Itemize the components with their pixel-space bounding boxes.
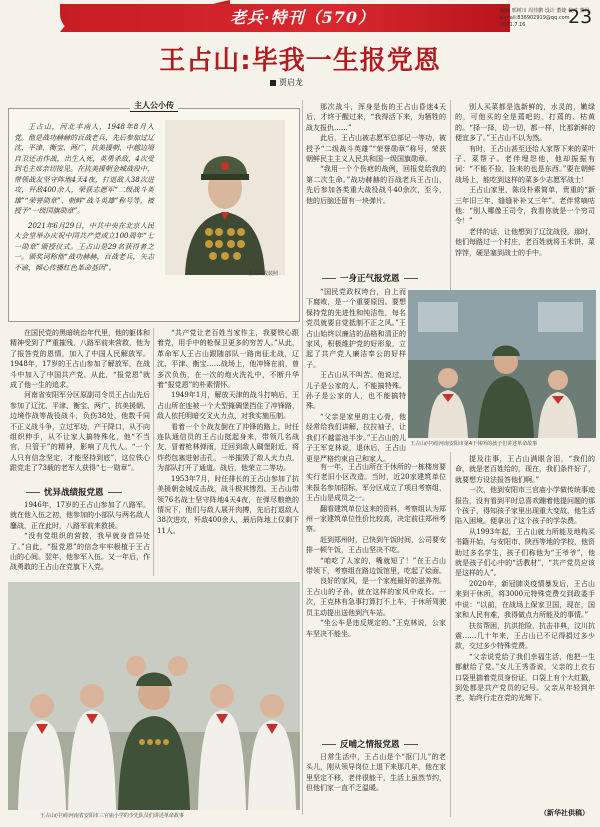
paragraph: 别人买菜都是选新鲜的，水灵的，嫩绿的，可他买的全是蔫吧的，打蔫的、枯黄的。“择一择，切一切，都一样，比那新鲜的便宜多了。”王占山不以为然。 [455, 103, 595, 143]
paragraph: “国民党政权垮台，自上而下腐败，是一个重要原因。要想保持党的先进性和纯洁性，每名党员就要自觉抵制不正之风。”王占山始终以廉洁的品格和清正的家风，积极维护党的好形象，立起了共产党人廉洁奉公的好样子。 [306, 288, 406, 369]
paragraph: 1946年，17岁的王占山参加了八路军。就在他入伍之初，他参加的小部队与两名敌人鏖战，正在此时，八路军前来救援。 [10, 501, 150, 530]
paragraph: “共产党让老百姓当家作主，我要铁心跟着党，用手中的枪保卫更多的穷苦人。”从此，革命军人王占山跟随部队一路南征北战，辽沈、平津、衡宝……战场上，他冲锋在前，曾多次负伤，在一次的炮火洗礼中，不断升华着“报党恩”的朴素情怀。 [157, 329, 299, 390]
section-title: 老兵·特刊（570） [230, 8, 375, 27]
column-1-body [10, 500, 150, 575]
column-4-top [455, 102, 595, 287]
email-date: e-mail:836902919@qq.com 2021.7.16 [500, 15, 570, 28]
paragraph: 王占山家里，陈设朴素简单，贵重的“新三年旧三年，缝缝补补又三年”。老伴常嘀咕他：“别人哪像王司令，我看你就是一个穷司令！” [455, 186, 595, 226]
paragraph: 有一年，王占山所在干休所的一栋楼房要实行老旧小区改造。当时，近20家建筑单位来报名参加招标，军分区成立了项目考察组，王占山是成员之一。 [306, 463, 446, 503]
column-divider [450, 452, 451, 817]
editor-credits: 编辑 邢树川 周佳鹏 设计 董婕 校对 郭丹 [500, 8, 590, 14]
column-4-bottom [455, 454, 595, 804]
subheading-1: 忧异战绩报党恩 [22, 486, 126, 498]
paragraph: 看着一个个战友倒在了冲锋的路上，时任连队通信员的王占山挺起身来，带领几名战友，冒着枪林弹雨，迂回到敌人碉堡附近，将炸药包塞进射击孔，一举摧毁了敌人火力点，为部队打开了通道。战后，他荣立二等功。 [157, 422, 299, 473]
profile-text [14, 122, 154, 273]
veteran-with-children-image [408, 290, 596, 438]
subheading-3: 反哺之情报党恩 [318, 738, 422, 750]
paragraph: “父亲是家里的主心骨，他经常给我们讲解，拉拉袖子，让我们不越雷池半步。”王占山的儿子王军克林说，退休后，王占山更是严格约束自己和家人。 [306, 412, 406, 463]
paragraph: 王占山从不叫苦。他说过，儿子是公家的人，不能搞特殊。孙子是公家的人，也不能搞特殊。 [306, 371, 406, 411]
byline [270, 77, 303, 88]
paragraph: 一次，他到安阳市三官庙小学做传统事迹报告，没有看到平时总喜欢蹦着他提问题的那个孩子，得知孩子家里出现重大变故，他生活陷入困境。便拿出了这个孩子的学杂费。 [455, 486, 595, 526]
paragraph: 那次战斗，浑身是伤的王占山昏迷4天后，才终于醒过来，“我得活下来，为牺牲的战友报仇……” [306, 103, 446, 132]
source-credit: （新华社供稿） [540, 808, 589, 817]
subheading-2: 一身正气报党恩 [318, 272, 422, 284]
portrait-photo [165, 120, 285, 275]
paragraph: 日常生活中，王占山是个“抠门儿”的老头儿，刚从领导岗位上退下来那几年，他在家里坚定不移，老伴很能干，生活上虽然节约，但他们家一直不乏温暖。 [306, 753, 446, 793]
paragraph: 从1993年起，王占山就力所能及地构买书籍开始，与安阳市、陕西等地的学校，他资助过多名学生，孩子们称他为“王爷爷”，他就是孩子们心中的“活教材”，“共产党员应该是这样的人”。 [455, 527, 595, 578]
children-photo [8, 582, 300, 810]
column-3-bottom [306, 462, 446, 732]
page-number: 23 [568, 6, 593, 28]
paragraph: 翻看建筑单位这来的资料，考察组认为郑州一家建筑单位性价比较高，决定前往郑州考察。 [306, 504, 446, 534]
paragraph: 提及往事，王占山满眼含泪，“我们的命，就是老百姓给的，现在，我们条件好了，就要想方设法报答他们啊。” [455, 455, 595, 484]
paragraph: “没有党组织的营救，我早就身首异处了。”自此，“报党恩”的信念牢牢根植于王占山的心间。翌年，他参军入伍。又一年后，作战勇敢的王占山在党旗下入党。 [10, 532, 150, 572]
article-headline: 王占山:毕我一生报党恩 [159, 46, 441, 76]
paragraph: 老伴的话，让他想到了辽沈战役。那时，他们每路过一个村庄，老百姓就将玉米饼、菜饽饽，硬是塞到战士的手中。 [455, 227, 595, 257]
classroom-photo-caption: 王占山(中)给河南安阳市第4干休所的孩子们讲述革命故事 [410, 441, 538, 447]
portrait-caption: 王占山戎装照 [248, 271, 279, 277]
paragraph: 1953年7月，时任排长的王占山参加了抗美援朝金城反击战，战斗极其惨烈。王占山带领76名战士坚守阵地4天4夜，在弹尽粮绝的情况下，他们与敌人展开肉搏，先后打退敌人38次进攻，歼敌400余人，最后阵地上仅剩下11人。 [157, 474, 299, 535]
veteran-with-pioneers-image [8, 582, 300, 810]
profile-bio: 王占山，河北丰南人，1948年8月入党。他是战功赫赫的百战老兵，先后参加过辽沈、平津、衡宝、两广、抗美援朝、中越边境自卫还击作战，出生入死，英勇杀敌，4次受到毛主席亲切接见。在抗美援朝金城战役中，带领战友坚守阵地4天4夜，打退敌人38次进攻，歼敌400余人，荣获志愿军“二级战斗英雄”“荣誉勋章”、朝鲜“战斗英雄”称号等，被授予“一级国旗勋章”。 [14, 123, 154, 215]
paragraph: “我用一个个伤疤的战例，回报党给我的第二次生命。”战功赫赫的百战老兵王占山，先后参加各类重大战役战斗40余次，至今，他的后脑还留有一块弹片。 [306, 165, 446, 205]
paragraph: 在国民党的黑暗统治年代里，他的躯体和精神受到了严重摧残，八路军前来营救，他为了报答党的恩情，加入了中国人民解放军。1948年，17岁的王占山参加了解放军，在战斗中加入了中国共产党。从此，“报党恩”就成了他一生的追求。 [10, 329, 150, 390]
column-divider [450, 100, 451, 290]
profile-award: 2021年6月29日，中共中央在北京人民大会堂举办庆祝中国共产党成立100周年“七一勋章”颁授仪式。王占山是29名获得者之一。颁奖词称他“战功赫赫，百战老兵，矢志不渝，倾心传播红色革命基因”。 [14, 221, 154, 272]
column-2 [157, 328, 299, 576]
children-photo-caption: 王占山(中)给河南省安阳市三官庙小学的少先队员们讲述革命故事 [40, 813, 184, 819]
column-divider [153, 328, 154, 576]
column-1-intro [10, 328, 150, 473]
paragraph: 1949年1月，解放天津的战斗打响后，王占山所在连被一个大型掩碉堡挡住了冲锋路，敌人依托明暗交叉火力点，对我实施压制。 [157, 391, 299, 421]
paragraph: 2020年，新冠肺炎疫情暴发后，王占山来到干休所，将3000元特殊党费交到政委手中说：“以前，在战场上保家卫国，现在，国家和人民有难，我得做点力所能及的事情。” [455, 579, 595, 620]
column-divider [302, 100, 303, 815]
profile-heading: 主人公小传 [130, 100, 178, 112]
column-3-middle [306, 287, 406, 463]
soldier-portrait-image [165, 120, 285, 275]
author-name: 贾启龙 [279, 78, 303, 87]
byline-square-icon [270, 80, 276, 86]
paragraph: 此后，王占山被志愿军总部记一等功，被授予“二级战斗英雄”“荣誉勋章”称号，荣获朝鲜民主主义人民共和国一级国旗勋章。 [306, 134, 446, 164]
paragraph: 良好的家风，是一个家庭最好的滋养剂。王占山的子孙，就在这样的家风中成长。一次，王克林有急事打算打不上车，于休所驾驶员主动提出送他到汽车站。 [306, 577, 446, 617]
paragraph: 有时，王占山甚至还给人家帮下来的菜叶子、菜帮子。老伴埋怨他，他却振振有词：“不能不捡，捡来的也是东西。”要在朝鲜战场上，能吃到这样的菜多少志愿军战士！ [455, 144, 595, 184]
paragraph: “父亲说党给了我们幸福生活，他把一生都献给了党。”女儿王秀香说，父亲的上衣右口袋里揣着党员身份证，口袋上有个大红戳，到处都是共产党员的记号。父亲从年轻到年老，始终行走在党的光辉下。 [455, 652, 595, 703]
classroom-photo [408, 290, 596, 438]
paragraph: “坐公车是违反规定的。”王克林说，公家车坚决不能坐。 [306, 619, 446, 638]
paragraph: “咱吃了人家的，嘴就短了！”在王占山带领下，考察组在路边饭馆里，吃起了烩面。 [306, 556, 446, 576]
paragraph: 扶贫帮困，抗洪抢险，抗击非典，汶川抗震……几十年来，王占山已不记得捐过多少款，交过多少特殊党费。 [455, 621, 595, 651]
paragraph: 赶到郑州时，已快到午饭时间，公司要安排一顿午饭，王占山坚决不吃。 [306, 535, 446, 555]
column-3-top [306, 102, 446, 272]
column-3-end [306, 752, 446, 818]
paragraph: 河南省安阳军分区原副司令员王占山先后参加了辽沈、平津、衡宝、两广、抗美援朝、边境作战等战役战斗，负伤38处，他数千同不正义战斗争，立过军功，产干降口，从不向组织伸手，从不让家人搞特殊化，他“不当官，只管干”的精神，影响了几代人。“一个人只有信念坚定，才能坚持到底”，这位铁心跟党走了73载的老军人获得“七一勋章”。 [10, 391, 150, 473]
